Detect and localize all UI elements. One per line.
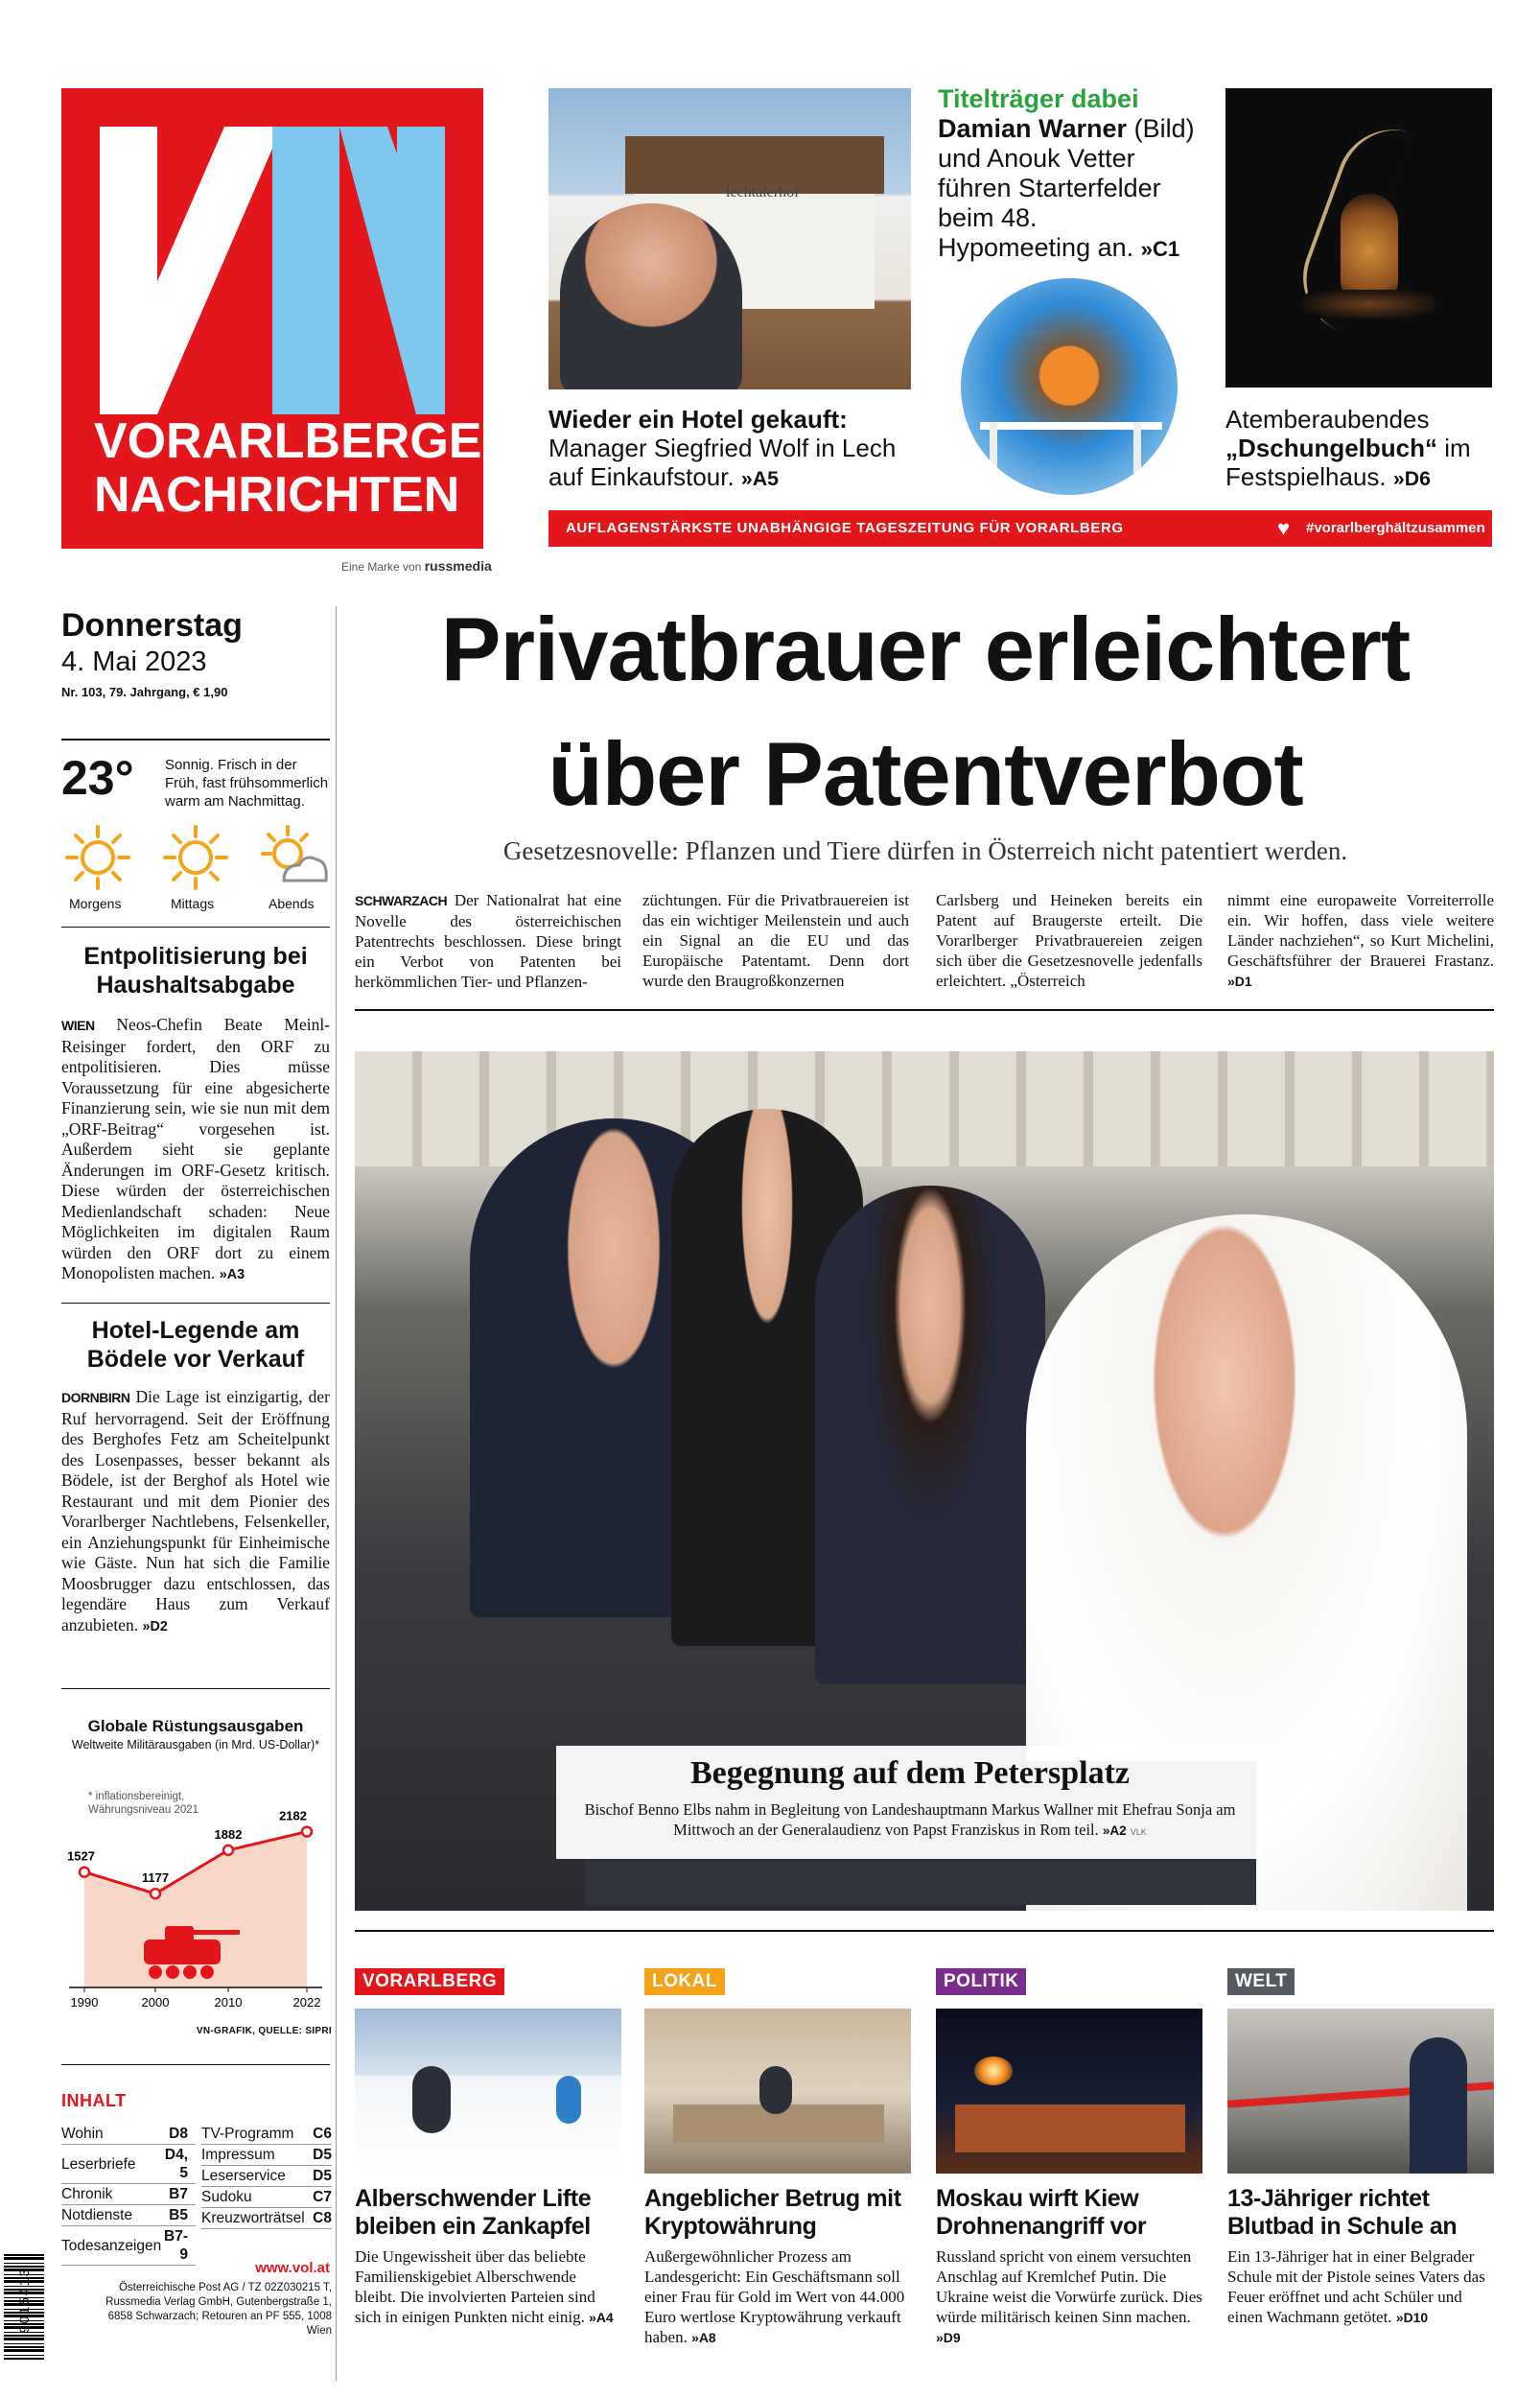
chart-svg xyxy=(61,1700,330,2016)
side-story-1-place: WIEN xyxy=(61,1018,95,1033)
weather-sun-icon-morning xyxy=(63,823,132,892)
divider xyxy=(61,1303,330,1304)
chart-point xyxy=(223,1846,233,1855)
lead-headline-line2[interactable]: über Patentverbot xyxy=(548,723,1303,824)
teaser-dance-body: Atemberaubendes xyxy=(1225,405,1430,434)
brand-note xyxy=(341,558,492,574)
divider xyxy=(61,2064,330,2065)
teaser-meeting-photo xyxy=(961,278,1178,495)
bottom-teaser-1-ref[interactable]: »A4 xyxy=(589,2310,614,2325)
lead-col-1-text: Der Nationalrat hat eine Novelle des österreichischen Patentrechts beschlossen. Diese bringt ein Verbot von Patenten bei herkömmlichen Tier- und Pflanzen- xyxy=(355,891,621,991)
hashtag[interactable]: #vorarlberghältzusammen xyxy=(1306,520,1485,536)
chart-x-tick: 2022 xyxy=(292,1995,321,2010)
side-story-1-title[interactable]: Entpolitisierung bei Haushaltsabgabe xyxy=(83,943,308,999)
chart-point xyxy=(302,1827,312,1837)
chart-x-tick: 1990 xyxy=(70,1995,99,2010)
bottom-teaser-1-title: Alberschwender Lifte bleiben ein Zankapfel xyxy=(355,2185,592,2240)
lead-headline-line1[interactable]: Privatbrauer erleichtert xyxy=(440,599,1411,699)
contents-row[interactable]: Kreuzworträtsel C8 xyxy=(201,2208,332,2229)
bottom-teaser-4-title: 13-Jähriger richtet Blutbad in Schule an xyxy=(1227,2185,1458,2240)
bottom-teaser-2-photo xyxy=(644,2009,911,2174)
divider xyxy=(355,1930,1494,1932)
teaser-hotel-body: Manager Siegfried Wolf in Lech auf Einkaufstour. xyxy=(548,434,897,491)
side-story-2-body: Die Lage ist einzigartig, der Ruf hervorragend. Seit der Eröffnung des Berghofes Fetz am Scheitelpunkt des Losenpasses, besser bekannt als Bödele, ist der Berghof als Hotel wie Restaurant und mit dem Pionier des Vorarlberger Nachtlebens, Felsenkeller, ein Anziehungspunkt für Einheimische wie Gäste. Nun hat sich die Familie Moosbrugger dazu entschlossen, das legendäre Haus zum Verkauf anzubieten. xyxy=(61,1387,330,1634)
bottom-teaser-3-title: Moskau wirft Kiew Drohnenangriff vor xyxy=(936,2185,1147,2240)
left-column xyxy=(61,606,330,699)
bottom-teaser-3-body: Russland spricht von einem versuchten Anschlag auf Kremlchef Putin. Die Ukraine weist die Vorwürfe zurück. Dies würde militärisch keinen Sinn machen. xyxy=(936,2247,1202,2326)
date: 4. Mai 2023 xyxy=(61,647,207,677)
teaser-hotel-photo xyxy=(548,88,911,389)
imprint-text: Österreichische Post AG / TZ 02Z030215 T, Russmedia Verlag GmbH, Gutenbergstraße 1, 6858 Schwarzach; Retouren an PF 555, 1008 Wien xyxy=(105,2282,332,2337)
weekday: Donnerstag xyxy=(61,607,243,644)
bottom-teaser-1-body: Die Ungewissheit über das beliebte Familienskigebiet Alberschwende bleibt. Die involvierten Parteien sind sich in einigen Punkten nicht einig. xyxy=(355,2247,595,2326)
bottom-teaser-1-text xyxy=(355,2246,621,2328)
tagline-bar xyxy=(548,510,1492,547)
teaser-meeting-text xyxy=(938,84,1197,264)
masthead-line2: NACHRICHTEN xyxy=(94,467,460,523)
chart-source: VN-GRAFIK, QUELLE: SIPRI xyxy=(196,2026,332,2036)
teaser-dance-headline: „Dschungelbuch“ xyxy=(1225,434,1438,462)
teaser-hotel-text xyxy=(548,405,911,493)
contents-row[interactable]: Leserbriefe D4, 5 xyxy=(61,2145,196,2184)
issue-info: Nr. 103, 79. Jahrgang, € 1,90 xyxy=(61,685,228,699)
bottom-teaser-2-ref[interactable]: »A8 xyxy=(691,2330,716,2345)
contents-row[interactable]: Chronik B7 xyxy=(61,2184,196,2205)
lead-deck: Gesetzesnovelle: Pflanzen und Tiere dürfen in Österreich nicht patentiert werden. xyxy=(502,836,1348,865)
tagline-text: AUFLAGENSTÄRKSTE UNABHÄNGIGE TAGESZEITUNG FÜR VORARLBERG xyxy=(566,520,1124,536)
chart-x-tick: 2000 xyxy=(141,1995,170,2010)
photo-credit: VLK xyxy=(1130,1827,1147,1837)
heart-icon: ♥ xyxy=(1277,516,1291,540)
chart-point xyxy=(80,1868,89,1877)
bottom-teaser-2-body: Außergewöhnlicher Prozess am Landesgericht: Ein Geschäftsmann soll einer Frau für Gold im Wert von 44.000 Euro wertlose Kryptowährung verkauft haben. xyxy=(644,2247,905,2346)
weather-sun-icon-noon xyxy=(161,823,230,892)
side-story-2-text xyxy=(61,1387,330,1637)
masthead-line1: VORARLBERGER xyxy=(94,413,519,469)
contents-row[interactable]: Impressum D5 xyxy=(201,2145,332,2166)
contents-row[interactable]: Todesanzeigen B7-9 xyxy=(61,2226,196,2266)
chart-x-tick: 2010 xyxy=(214,1995,243,2010)
divider xyxy=(61,739,330,741)
chart-subtitle: Weltweite Militärausgaben (in Mrd. US-Dollar)* xyxy=(71,1738,320,1751)
masthead-logo xyxy=(61,88,519,549)
lead-ref[interactable]: »D1 xyxy=(1227,974,1252,989)
weather-label-noon: Mittags xyxy=(171,896,215,911)
chart-point xyxy=(151,1889,160,1898)
teaser-dance-body2: im Festspielhaus. xyxy=(1225,434,1471,491)
side-story-1-ref[interactable]: »A3 xyxy=(219,1267,245,1282)
teaser-dance-photo xyxy=(1225,88,1492,388)
lead-col-4 xyxy=(1227,890,1494,992)
lead-col-3: Carlsberg und Heineken bereits ein Patent auf Braugerste erteilt. Die Vorarlberger Privatbrauereien zeigen sich über die Gesetzesnovelle jedenfalls erleichtert. „Österreich xyxy=(936,891,1202,990)
bottom-teaser-2-text xyxy=(644,2246,911,2348)
side-story-1-text xyxy=(61,1015,330,1286)
website-link[interactable]: www.vol.at xyxy=(255,2260,330,2276)
category-tag-welt: WELT xyxy=(1227,1968,1295,1995)
weather-label-evening: Abends xyxy=(268,896,315,911)
bottom-teaser-4-photo xyxy=(1227,2009,1494,2174)
lead-col-2: züchtungen. Für die Privatbrauereien ist das ein wichtiger Meilenstein und auch ein Signal an die EU und das Europäische Patentamt. Denn dort wurde den Braugroßkonzernen xyxy=(642,891,909,990)
teaser-hotel-ref[interactable]: »A5 xyxy=(740,467,780,490)
contents-row[interactable]: TV-Programm C6 xyxy=(201,2124,332,2145)
bottom-teaser-2-title: Angeblicher Betrug mit Kryptowährung xyxy=(644,2185,901,2240)
bottom-teaser-4[interactable] xyxy=(1227,1968,1494,2390)
contents-row[interactable]: Wohin D8 xyxy=(61,2124,196,2145)
chart-data-label: 1882 xyxy=(214,1826,243,1842)
brand-note-text: Eine Marke von xyxy=(341,560,422,574)
category-tag-lokal: LOKAL xyxy=(644,1968,725,1995)
chart-panel xyxy=(61,1700,330,2016)
bottom-teaser-4-ref[interactable]: »D10 xyxy=(1395,2310,1429,2325)
contents-table-left xyxy=(61,2124,196,2266)
side-story-2-ref[interactable]: »D2 xyxy=(142,1618,168,1634)
lead-col-4-text: nimmt eine europaweite Vorreiterrolle ein. Wir hoffen, dass viele weitere Länder nachziehen“, so Kurt Michelini, Geschäftsführer der Brauerei Frastanz. xyxy=(1227,891,1494,970)
teaser-meeting-ref[interactable]: »C1 xyxy=(1140,237,1180,261)
weather-label-morning: Morgens xyxy=(69,896,122,911)
bottom-teaser-1-photo xyxy=(355,2009,621,2174)
hotel-sign: lechtalerhof xyxy=(726,184,800,200)
lead-col-1 xyxy=(355,890,621,992)
teaser-hotel-headline: Wieder ein Hotel gekauft: xyxy=(548,405,848,434)
photo-caption-body: Bischof Benno Elbs nahm in Begleitung von Landeshauptmann Markus Wallner mit Ehefrau Sonja am Mittwoch an der Generalaudienz von Papst Franziskus in Rom teil. xyxy=(584,1800,1236,1839)
photo-caption-box xyxy=(556,1746,1264,1859)
side-story-1-body: Neos-Chefin Beate Meinl-Reisinger fordert, den ORF zu entpolitisieren. Dies müsse Voraussetzung für eine abgesicherte Finanzierung sein, wie sie nun mit dem „ORF-Beitrag“ vorgesehen ist. Außerdem sieht sie geplante Änderungen im ORF-Gesetz kritisch. Diese würden der österreichischen Medienlandschaft schaden: Neue Möglichkeiten im digitalen Raum würden den ORF dort zu einem Monopolisten machen. xyxy=(61,1015,331,1282)
photo-caption-title: Begegnung auf dem Petersplatz xyxy=(689,1755,1130,1791)
weather-sun-cloud-icon xyxy=(259,823,330,892)
bottom-teaser-3-ref[interactable]: »D9 xyxy=(936,2330,961,2345)
divider xyxy=(355,1009,1494,1011)
chart-data-label: 2182 xyxy=(279,1808,307,1823)
chart-data-label: 1527 xyxy=(67,1848,95,1864)
photo-caption-ref[interactable]: »A2 xyxy=(1102,1823,1127,1838)
contents-row[interactable]: Sudoku C7 xyxy=(201,2187,332,2208)
brand-name: russmedia xyxy=(424,558,492,574)
column-divider xyxy=(336,606,337,2381)
side-story-2-place: DORNBIRN xyxy=(61,1390,130,1405)
teaser-meeting-headline: Damian Warner xyxy=(938,114,1128,143)
bottom-teaser-2[interactable] xyxy=(644,1968,911,2390)
lead-place: SCHWARZACH xyxy=(355,893,448,908)
bottom-teaser-3-photo xyxy=(936,2009,1202,2174)
bottom-teaser-4-text xyxy=(1227,2246,1494,2328)
weather-temp: 23° xyxy=(61,751,134,805)
teaser-dance-ref[interactable]: »D6 xyxy=(1392,467,1431,490)
bottom-teaser-3[interactable] xyxy=(936,1968,1202,2390)
contents-title: INHALT xyxy=(61,2091,127,2110)
contents-table-right xyxy=(201,2124,332,2229)
photo-caption-text xyxy=(573,1799,1247,1843)
teaser-meeting-kicker: Titelträger dabei xyxy=(938,84,1139,113)
divider xyxy=(61,1688,330,1689)
teaser-dance-text xyxy=(1225,405,1504,493)
bottom-teaser-1[interactable] xyxy=(355,1968,621,2390)
teaser-meeting-body: (Bild) und Anouk Vetter führen Starterfelder beim 48. Hypomeeting an. xyxy=(938,114,1195,262)
chart-title: Globale Rüstungsausgaben xyxy=(87,1717,304,1735)
bottom-teaser-3-text xyxy=(936,2246,1202,2348)
bottom-teaser-4-body: Ein 13-Jähriger hat in einer Belgrader Schule mit der Pistole seines Vaters das Feuer eröffnet und acht Schüler und einen Wachmann getötet. xyxy=(1227,2247,1485,2326)
contents-row[interactable]: Notdienste B5 xyxy=(61,2205,196,2226)
contents-row[interactable]: Leserservice D5 xyxy=(201,2166,332,2187)
barcode-digits: 9015413 xyxy=(16,2267,32,2334)
category-tag-politik: POLITIK xyxy=(936,1968,1026,1995)
side-story-2-title[interactable]: Hotel-Legende am Bödele vor Verkauf xyxy=(86,1317,305,1373)
category-tag-vorarlberg: VORARLBERG xyxy=(355,1968,504,1995)
chart-note: * inflationsbereinigt, Währungsniveau 2021 xyxy=(88,1791,199,1816)
chart-data-label: 1177 xyxy=(141,1870,170,1886)
divider xyxy=(61,927,330,928)
weather-text: Sonnig. Frisch in der Früh, fast frühsommerlich warm am Nachmittag. xyxy=(165,757,329,810)
